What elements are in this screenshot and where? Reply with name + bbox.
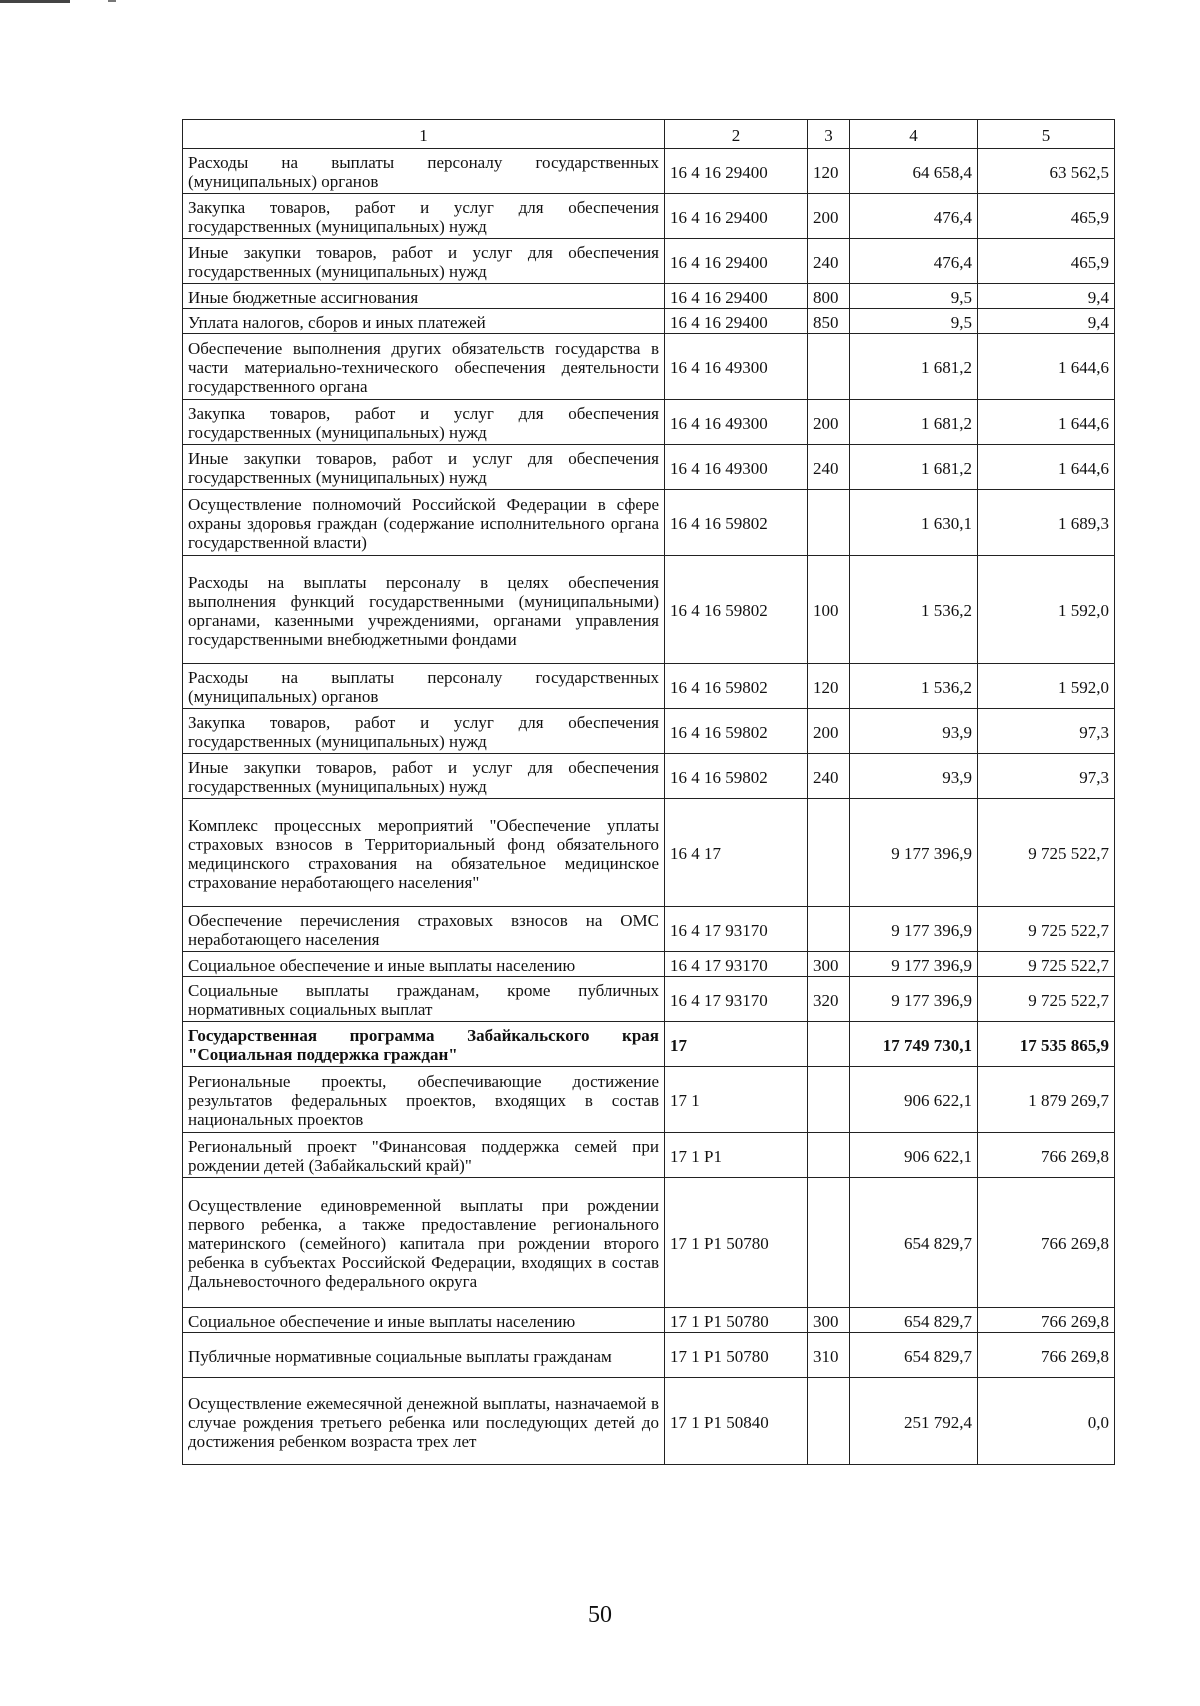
table-row [183, 334, 1115, 400]
table-row [183, 977, 1115, 1022]
target-code-cell: 16 4 16 49300 [665, 400, 808, 445]
amount-col5-cell: 17 535 865,9 [978, 1022, 1115, 1067]
table-row [183, 664, 1115, 709]
amount-col5-cell: 1 592,0 [978, 556, 1115, 664]
expense-name-cell: Иные закупки товаров, работ и услуг для обеспечения государственных (муниципальных) нужд [183, 239, 665, 284]
expense-name-cell: Осуществление ежемесячной денежной выплаты, назначаемой в случае рождения третьего ребенка или последующих детей до достижения ребенком возраста трех лет [183, 1378, 665, 1465]
table-row [183, 907, 1115, 952]
amount-col4-cell: 1 681,2 [850, 445, 978, 490]
expense-name-cell: Публичные нормативные социальные выплаты гражданам [183, 1333, 665, 1378]
expense-type-cell [808, 1133, 850, 1178]
table-row [183, 239, 1115, 284]
amount-col5-cell: 1 592,0 [978, 664, 1115, 709]
target-code-cell: 16 4 16 59802 [665, 754, 808, 799]
amount-col5-cell: 465,9 [978, 194, 1115, 239]
amount-col5-cell: 1 879 269,7 [978, 1067, 1115, 1133]
target-code-cell: 16 4 16 59802 [665, 709, 808, 754]
target-code-cell: 16 4 16 49300 [665, 334, 808, 400]
expense-name-cell: Государственная программа Забайкальского края "Социальная поддержка граждан" [183, 1022, 665, 1067]
amount-col4-cell: 906 622,1 [850, 1067, 978, 1133]
table-row [183, 1022, 1115, 1067]
amount-col4-cell: 1 630,1 [850, 490, 978, 556]
amount-col5-cell: 1 644,6 [978, 445, 1115, 490]
target-code-cell: 17 1 P1 50780 [665, 1308, 808, 1333]
expense-name-cell: Расходы на выплаты персоналу государственных (муниципальных) органов [183, 149, 665, 194]
target-code-cell: 16 4 16 29400 [665, 309, 808, 334]
expense-type-cell: 240 [808, 239, 850, 284]
expense-type-cell: 310 [808, 1333, 850, 1378]
amount-col5-cell: 766 269,8 [978, 1333, 1115, 1378]
expense-type-cell: 200 [808, 709, 850, 754]
expense-type-cell: 240 [808, 445, 850, 490]
table-row [183, 1308, 1115, 1333]
table-row [183, 1333, 1115, 1378]
amount-col4-cell: 64 658,4 [850, 149, 978, 194]
target-code-cell: 16 4 16 29400 [665, 194, 808, 239]
expense-type-cell: 300 [808, 952, 850, 977]
expense-type-cell: 200 [808, 194, 850, 239]
column-number-5: 5 [978, 120, 1115, 149]
amount-col4-cell: 9,5 [850, 284, 978, 309]
amount-col5-cell: 766 269,8 [978, 1178, 1115, 1308]
table-row [183, 754, 1115, 799]
expense-name-cell: Региональный проект "Финансовая поддержка семей при рождении детей (Забайкальский край)" [183, 1133, 665, 1178]
amount-col4-cell: 9 177 396,9 [850, 977, 978, 1022]
target-code-cell: 16 4 16 59802 [665, 556, 808, 664]
amount-col4-cell: 1 536,2 [850, 556, 978, 664]
table-row [183, 1067, 1115, 1133]
amount-col5-cell: 9 725 522,7 [978, 907, 1115, 952]
amount-col5-cell: 1 644,6 [978, 400, 1115, 445]
expense-type-cell: 100 [808, 556, 850, 664]
expense-name-cell: Расходы на выплаты персоналу в целях обеспечения выполнения функций государственными (муниципальными) органами, казенными учреждениями, органами управления государственными внебюджетными фондами [183, 556, 665, 664]
amount-col4-cell: 1 536,2 [850, 664, 978, 709]
expense-type-cell: 800 [808, 284, 850, 309]
amount-col5-cell: 1 689,3 [978, 490, 1115, 556]
expense-name-cell: Иные закупки товаров, работ и услуг для обеспечения государственных (муниципальных) нужд [183, 445, 665, 490]
expense-name-cell: Уплата налогов, сборов и иных платежей [183, 309, 665, 334]
target-code-cell: 17 1 P1 [665, 1133, 808, 1178]
amount-col5-cell: 1 644,6 [978, 334, 1115, 400]
target-code-cell: 16 4 17 93170 [665, 977, 808, 1022]
expense-name-cell: Закупка товаров, работ и услуг для обеспечения государственных (муниципальных) нужд [183, 400, 665, 445]
target-code-cell: 16 4 16 59802 [665, 490, 808, 556]
expense-type-cell: 120 [808, 664, 850, 709]
amount-col5-cell: 766 269,8 [978, 1133, 1115, 1178]
target-code-cell: 17 [665, 1022, 808, 1067]
column-number-4: 4 [850, 120, 978, 149]
column-number-header-row [183, 120, 1115, 149]
target-code-cell: 16 4 17 [665, 799, 808, 907]
amount-col4-cell: 476,4 [850, 239, 978, 284]
column-number-2: 2 [665, 120, 808, 149]
page-number: 50 [588, 1602, 612, 1628]
amount-col5-cell: 9,4 [978, 284, 1115, 309]
target-code-cell: 17 1 P1 50840 [665, 1378, 808, 1465]
amount-col5-cell: 9 725 522,7 [978, 952, 1115, 977]
amount-col5-cell: 766 269,8 [978, 1308, 1115, 1333]
amount-col4-cell: 9 177 396,9 [850, 907, 978, 952]
amount-col4-cell: 654 829,7 [850, 1333, 978, 1378]
target-code-cell: 17 1 P1 50780 [665, 1333, 808, 1378]
amount-col4-cell: 9,5 [850, 309, 978, 334]
expense-name-cell: Региональные проекты, обеспечивающие достижение результатов федеральных проектов, входящих в состав национальных проектов [183, 1067, 665, 1133]
amount-col4-cell: 17 749 730,1 [850, 1022, 978, 1067]
target-code-cell: 16 4 17 93170 [665, 907, 808, 952]
expense-type-cell [808, 1378, 850, 1465]
scan-artifact [0, 0, 70, 3]
expense-type-cell [808, 799, 850, 907]
target-code-cell: 17 1 P1 50780 [665, 1178, 808, 1308]
expense-name-cell: Осуществление единовременной выплаты при рождении первого ребенка, а также предоставление регионального материнского (семейного) капитала при рождении второго ребенка в субъектах Российской Федерации, входящих в состав Дальневосточного федерального округа [183, 1178, 665, 1308]
table-row [183, 1378, 1115, 1465]
expense-type-cell: 200 [808, 400, 850, 445]
table-row [183, 490, 1115, 556]
expense-type-cell: 850 [808, 309, 850, 334]
target-code-cell: 17 1 [665, 1067, 808, 1133]
table-row [183, 556, 1115, 664]
table-row [183, 799, 1115, 907]
table-row [183, 149, 1115, 194]
budget-table [182, 119, 1115, 1465]
expense-name-cell: Комплекс процессных мероприятий "Обеспечение уплаты страховых взносов в Территориальный фонд обязательного медицинского страхования на обязательное медицинское страхование неработающего населения" [183, 799, 665, 907]
expense-name-cell: Социальные выплаты гражданам, кроме публичных нормативных социальных выплат [183, 977, 665, 1022]
table-row [183, 1133, 1115, 1178]
expense-type-cell: 120 [808, 149, 850, 194]
column-number-1: 1 [183, 120, 665, 149]
table-row [183, 952, 1115, 977]
amount-col5-cell: 0,0 [978, 1378, 1115, 1465]
amount-col4-cell: 476,4 [850, 194, 978, 239]
amount-col4-cell: 9 177 396,9 [850, 952, 978, 977]
budget-table-body [183, 120, 1115, 1465]
expense-type-cell [808, 490, 850, 556]
amount-col5-cell: 9 725 522,7 [978, 799, 1115, 907]
scan-artifact [108, 0, 116, 2]
expense-name-cell: Иные закупки товаров, работ и услуг для обеспечения государственных (муниципальных) нужд [183, 754, 665, 799]
amount-col5-cell: 9 725 522,7 [978, 977, 1115, 1022]
expense-name-cell: Социальное обеспечение и иные выплаты населению [183, 952, 665, 977]
expense-type-cell [808, 1022, 850, 1067]
expense-type-cell [808, 907, 850, 952]
amount-col4-cell: 906 622,1 [850, 1133, 978, 1178]
expense-name-cell: Закупка товаров, работ и услуг для обеспечения государственных (муниципальных) нужд [183, 709, 665, 754]
expense-name-cell: Обеспечение выполнения других обязательств государства в части материально-технического обеспечения деятельности государственного органа [183, 334, 665, 400]
amount-col4-cell: 251 792,4 [850, 1378, 978, 1465]
expense-type-cell: 300 [808, 1308, 850, 1333]
table-row [183, 445, 1115, 490]
table-row [183, 194, 1115, 239]
amount-col4-cell: 93,9 [850, 754, 978, 799]
expense-name-cell: Осуществление полномочий Российской Федерации в сфере охраны здоровья граждан (содержание исполнительного органа государственной власти) [183, 490, 665, 556]
table-row [183, 309, 1115, 334]
amount-col4-cell: 93,9 [850, 709, 978, 754]
target-code-cell: 16 4 16 29400 [665, 149, 808, 194]
amount-col5-cell: 465,9 [978, 239, 1115, 284]
expense-type-cell [808, 1178, 850, 1308]
expense-name-cell: Закупка товаров, работ и услуг для обеспечения государственных (муниципальных) нужд [183, 194, 665, 239]
target-code-cell: 16 4 16 49300 [665, 445, 808, 490]
expense-type-cell: 240 [808, 754, 850, 799]
amount-col4-cell: 1 681,2 [850, 400, 978, 445]
column-number-3: 3 [808, 120, 850, 149]
amount-col5-cell: 63 562,5 [978, 149, 1115, 194]
expense-name-cell: Социальное обеспечение и иные выплаты населению [183, 1308, 665, 1333]
amount-col5-cell: 9,4 [978, 309, 1115, 334]
amount-col4-cell: 1 681,2 [850, 334, 978, 400]
table-row [183, 400, 1115, 445]
target-code-cell: 16 4 16 29400 [665, 284, 808, 309]
expense-type-cell: 320 [808, 977, 850, 1022]
table-row [183, 1178, 1115, 1308]
expense-name-cell: Обеспечение перечисления страховых взносов на ОМС неработающего населения [183, 907, 665, 952]
amount-col4-cell: 9 177 396,9 [850, 799, 978, 907]
table-row [183, 709, 1115, 754]
expense-name-cell: Иные бюджетные ассигнования [183, 284, 665, 309]
amount-col5-cell: 97,3 [978, 754, 1115, 799]
expense-type-cell [808, 334, 850, 400]
target-code-cell: 16 4 16 29400 [665, 239, 808, 284]
target-code-cell: 16 4 17 93170 [665, 952, 808, 977]
table-row [183, 284, 1115, 309]
target-code-cell: 16 4 16 59802 [665, 664, 808, 709]
amount-col4-cell: 654 829,7 [850, 1308, 978, 1333]
expense-type-cell [808, 1067, 850, 1133]
expense-name-cell: Расходы на выплаты персоналу государственных (муниципальных) органов [183, 664, 665, 709]
amount-col5-cell: 97,3 [978, 709, 1115, 754]
amount-col4-cell: 654 829,7 [850, 1178, 978, 1308]
